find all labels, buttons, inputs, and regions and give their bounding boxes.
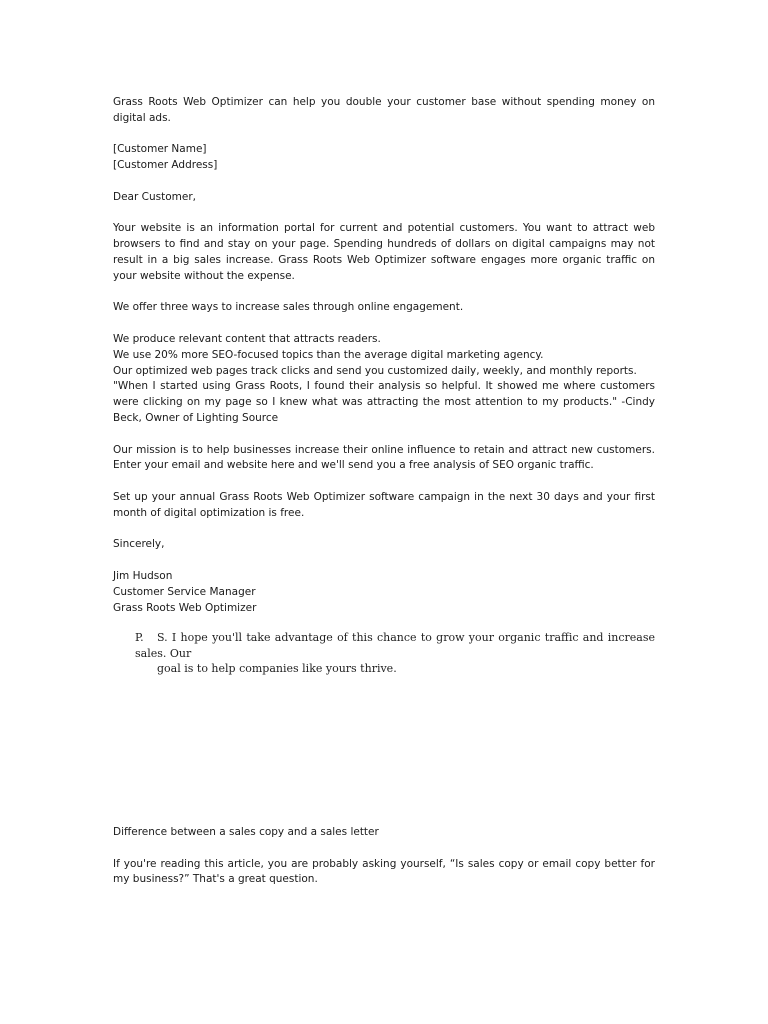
letter-intro: Grass Roots Web Optimizer can help you double your customer base without spending money on digital ads. — [113, 96, 655, 124]
signer-company: Grass Roots Web Optimizer — [113, 601, 257, 614]
letter-paragraph-4: Set up your annual Grass Roots Web Optimizer software campaign in the next 30 days and your first month of digital optimization is free. — [113, 490, 655, 519]
customer-address-placeholder: [Customer Address] — [113, 159, 218, 172]
benefit-point-1: We produce relevant content that attracts readers. — [113, 332, 381, 345]
closing: Sincerely, — [113, 538, 165, 551]
benefit-point-3: Our optimized web pages track clicks and send you customized daily, weekly, and monthly reports. — [113, 364, 637, 377]
letter-paragraph-1: Your website is an information portal for current and potential customers. You want to attract web browsers to find and stay on your page. Spending hundreds of dollars on digital campaigns may not result in a big sales increase. Grass Roots Web Optimizer software engages more organic traffic on your website without the expense. — [113, 222, 655, 282]
article-paragraph-1: If you're reading this article, you are probably asking yourself, “Is sales copy or email copy better for my business?” That's a great question. — [113, 857, 655, 886]
signer-title: Customer Service Manager — [113, 585, 256, 598]
benefit-point-2: We use 20% more SEO-focused topics than the average digital marketing agency. — [113, 348, 544, 361]
signer-name: Jim Hudson — [113, 569, 173, 582]
letter-paragraph-3: Our mission is to help businesses increase their online influence to retain and attract new customers. Enter your email and website here and we'll send you a free analysis of SEO organic traffic. — [113, 443, 655, 472]
letter-paragraph-2: We offer three ways to increase sales through online engagement. — [113, 301, 464, 314]
customer-name-placeholder: [Customer Name] — [113, 143, 207, 156]
ps-text-line-2: goal is to help companies like yours thrive. — [157, 662, 397, 675]
testimonial-quote: "When I started using Grass Roots, I found their analysis so helpful. It showed me where customers were clicking on my page so I knew what was attracting the most attention to my products." -Cindy Beck, Owner of Lighting Source — [113, 380, 655, 424]
ps-text-line-1: S. I hope you'll take advantage of this chance to grow your organic traffic and increase sales. Our — [135, 631, 655, 660]
article-heading: Difference between a sales copy and a sales letter — [113, 826, 379, 838]
article-section — [113, 825, 655, 888]
postscript — [135, 630, 655, 677]
salutation: Dear Customer, — [113, 190, 196, 203]
letter-body — [113, 95, 655, 616]
ps-label: P. — [135, 631, 144, 644]
